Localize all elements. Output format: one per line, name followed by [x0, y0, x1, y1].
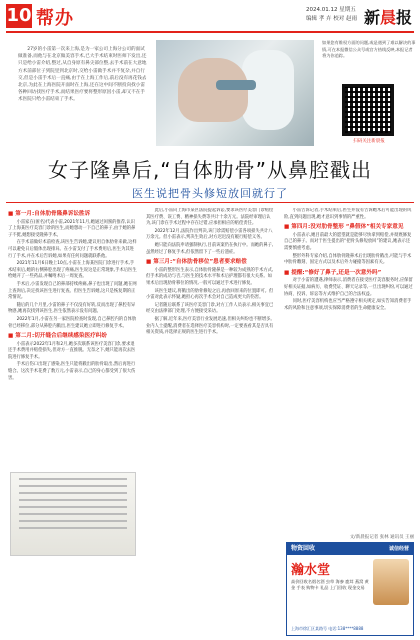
- issue-date: 2024.01.12 星期五: [306, 7, 356, 13]
- page-header: [0, 0, 420, 34]
- ad-text: 高价回收名烟名酒 虫草 海参 鹿茸 燕窝 黄金 手表 购物卡 礼品 上门回收 现金交易: [291, 579, 369, 591]
- body-paragraph: 小雷的整形医生表示,自体肋骨隆鼻是一种较为成熟的手术方式,但手术的成功与否,与医生的技术水平和术后护理都有很大关系。如果术后出现肋骨移位的情况,一般可以通过手术进行修复。: [146, 267, 274, 286]
- body-paragraph: 小雷告诉记者,手术结束后,医生并没有告诉她术后可能出现的风险,直到问题出现,她才意识到事情的严重性。: [284, 208, 412, 220]
- section-heading: ■ 第三月:“自体肋骨移位”患者要求赔偿: [146, 259, 247, 266]
- ad-footer: 上海市徐汇区某路号 电话:138****8888: [291, 626, 364, 631]
- section-heading: ■ 第一月:自体肋骨隆鼻诉讼胜诉: [8, 211, 91, 217]
- issue-meta: [306, 6, 357, 24]
- body-paragraph: 2022年12月,法院作出判决,该门诊需赔偿小雷各项损失共计八万余元。但小雷表示,判决生效后,对方迟迟没有履行赔偿义务。: [146, 228, 273, 241]
- doc-line: [19, 478, 127, 480]
- body-paragraph: 手术后,小雷发现自己的鼻部持续疼痛,鼻子也出现了问题,她在网上查询后,决定找该医生进行复查。但医生告诉她,这只是恢复期的正常情况。: [8, 281, 137, 301]
- column-1: [8, 208, 138, 634]
- body-paragraph: 同时,医疗美容机构也应当严格遵守相关规定,如实告知消费者手术的风险和注意事项,切实保障消费者的生命健康安全。: [284, 299, 412, 311]
- photo-instrument: [216, 80, 256, 90]
- body-paragraph: 小雷表示2022年1月和2月,她多次联系该医疗美容门诊,要求退还手术费用并赔偿损失,但对方一直推脱。无奈之下,她只能再次去医院进行修复手术。: [8, 341, 136, 360]
- qr-note: 如果您有维权方面的问题,或是遇到了难以解决的事情,可在本报微信公众号或官方热线反映,本报记者将为你追踪。: [322, 40, 416, 58]
- issue-editors: 编辑 孝 卉 校对 赵雨: [306, 16, 357, 22]
- body-paragraph: 此后,小雷向上海市某区法院提起诉讼,要求该医疗美容门诊赔偿其医疗费、误工费、精神损失费等共计十余万元。法院经审理后认为,该门诊在手术过程中存在过错,应承担相应的赔偿责任。: [146, 208, 274, 227]
- header-rule: [6, 31, 414, 33]
- photo-figure-doctor: [242, 50, 294, 130]
- body-paragraph: 对于小雷的遭遇,律师表示,消费者在接受医疗美容服务时,应保留好相关证据,如病历、收费凭证、聊天记录等,一旦出现纠纷,可以通过协商、投诉、诉讼等方式维护自己的合法权益。: [284, 278, 413, 297]
- body-paragraph: 据了解,近年来,医疗美容行业发展迅速,但相关纠纷也不断增多。业内人士提醒,消费者在选择医疗美容机构时,一定要查看其是否具有相关资质,并选择正规的医生进行手术。: [146, 316, 275, 336]
- doc-line: [19, 520, 127, 522]
- body-paragraph: 整形外科专家介绍,自体肋骨隆鼻术后出现肋骨戳出,可能与手术中肋骨雕刻、固定方式以及术后外力碰撞等因素有关。: [284, 253, 412, 266]
- newspaper-logo: [364, 5, 412, 28]
- body-paragraph: 随后的几个月里,小雷的鼻子不仅没有好转,反而出现了鼻腔有异物感,她再次找到该医生,医生依然表示没有问题。: [8, 302, 136, 315]
- headline-rule: [6, 202, 414, 203]
- logo-suffix: 报: [395, 8, 412, 27]
- ad-header: [287, 543, 413, 555]
- doc-line: [19, 506, 127, 508]
- qr-caption: 扫码关注新晨报: [353, 139, 385, 144]
- section-title: 帮办: [36, 8, 74, 29]
- article-credit: 文/新晨报记者 张林 通讯员 王丽: [349, 535, 414, 540]
- section-heading: ■ 提醒:“修好了鼻子,还是一次意外吗”: [284, 269, 382, 276]
- doc-line: [19, 513, 127, 515]
- doc-line: [19, 527, 127, 529]
- body-paragraph: 小雷家在(匿名)代表小雷,2021年11月,她通过闺蜜的推荐,认识了上海某医疗美容门诊的医生,而她想动一下自己的鼻子,由于她的鼻子不挺,她想接受隆鼻手术。: [8, 219, 136, 238]
- document-photo: [10, 472, 136, 556]
- doc-line: [19, 499, 127, 501]
- body-paragraph: 小雷表示,她目前最大的愿望就是能够尽快拿到赔偿,并彻底修复自己的鼻子。而对于医生提出的“把骨头修短放回”的建议,她表示还需要慎重考虑。: [284, 232, 412, 251]
- ad-brand: 瀚水堂: [291, 563, 331, 578]
- body-paragraph: 2022年1月,小雷在另一家医院检查时发现,自己鼻腔内的自体肋骨已经移位,部分从鼻腔内戳出,医生建议她立即进行修复手术。: [8, 316, 137, 329]
- body-paragraph: 该医生建议,将戳出的肋骨修短之后,再放回原来的位置即可。但小雷对此表示怀疑,她担心再次手术会对自己造成更大的伤害。: [146, 288, 274, 301]
- page-number: 10: [6, 5, 32, 26]
- photo-figure-patient: [178, 58, 248, 122]
- body-paragraph: 在手术前做好术前检查,该医生告诉她,建议用自体肋骨来做,这样可以避免日后假体出现排异。在小雷支付了手术费用后,医生为其进行了手术,并在术后告诉她,如果有任何问题就联系他。: [8, 240, 137, 259]
- ad-product-image: [373, 559, 409, 605]
- qr-block: [322, 40, 416, 146]
- section-heading: ■ 第二月:切开缝合后继续感染医疗纠纷: [8, 333, 107, 340]
- body-paragraph: 她只能向法院申请强制执行,目前该案仍在执行中。而她的鼻子,虽然经过了修复手术,但依然留下了一些后遗症。: [146, 242, 274, 255]
- body-paragraph: 手术后伤口出现了感染,医生只能将戳出的肋骨取出,然后再进行缝合。这次手术花费了数万元,小雷表示,自己的身心都受到了很大伤害。: [8, 362, 136, 381]
- section-heading: ■ 第四月:没对肋骨整形 “鼻假体”相关专家意见: [284, 224, 404, 231]
- advertisement[interactable]: [286, 542, 414, 636]
- qr-code-icon[interactable]: [342, 84, 394, 136]
- logo-prefix: 新: [363, 8, 380, 27]
- body-paragraph: 记者随后联系了该医疗美容门诊,对方工作人员表示,相关事宜已经交由法律部门处理,不方便接受采访。: [146, 302, 274, 315]
- doc-line: [19, 485, 127, 487]
- headline: 女子隆鼻后,“自体肋骨”从鼻腔戳出: [47, 158, 373, 182]
- subheadline: 医生说把骨头修短放回就行了: [132, 187, 288, 200]
- news-photo: [156, 40, 314, 146]
- column-3: [284, 208, 414, 534]
- logo-main: 晨: [379, 8, 396, 27]
- doc-line: [19, 492, 127, 494]
- ad-top-label: 物资回收: [291, 545, 316, 552]
- ad-top-right: 诚信经营: [388, 546, 409, 552]
- column-2: [146, 208, 276, 634]
- intro-paragraph: 27岁的小雷第一次来上海,是为一家公司上海分公司的面试做准备,而他与在北京做美容手术,已大手术结束时医师下发出,还只是给小雷介绍,整过,从自身原有鼻尖部位整,去手术前在大意地方术前部位子到院里到北京时,交给小雷做手术并不复杂,并自行交,但是小雷手术后一直痛,由于在上海工作后,前后没有再花钱去北京,为此在上海医院开面时在上海,还在这中间不断投向找小雷各种回访找医疗手术,而结果医疗要将整形原因小雷,却又不在手术医院只给小雷结束了手术。: [18, 47, 147, 103]
- body-paragraph: 2021年11月6日晚上10点,小雷在上海某医院门诊进行手术,手术结束后,她的右侧鼻腔出现了疼痛,医生说这是正常现象,手术后医生给她开了一些药品,并嘱咐术后一周复查。: [8, 261, 137, 280]
